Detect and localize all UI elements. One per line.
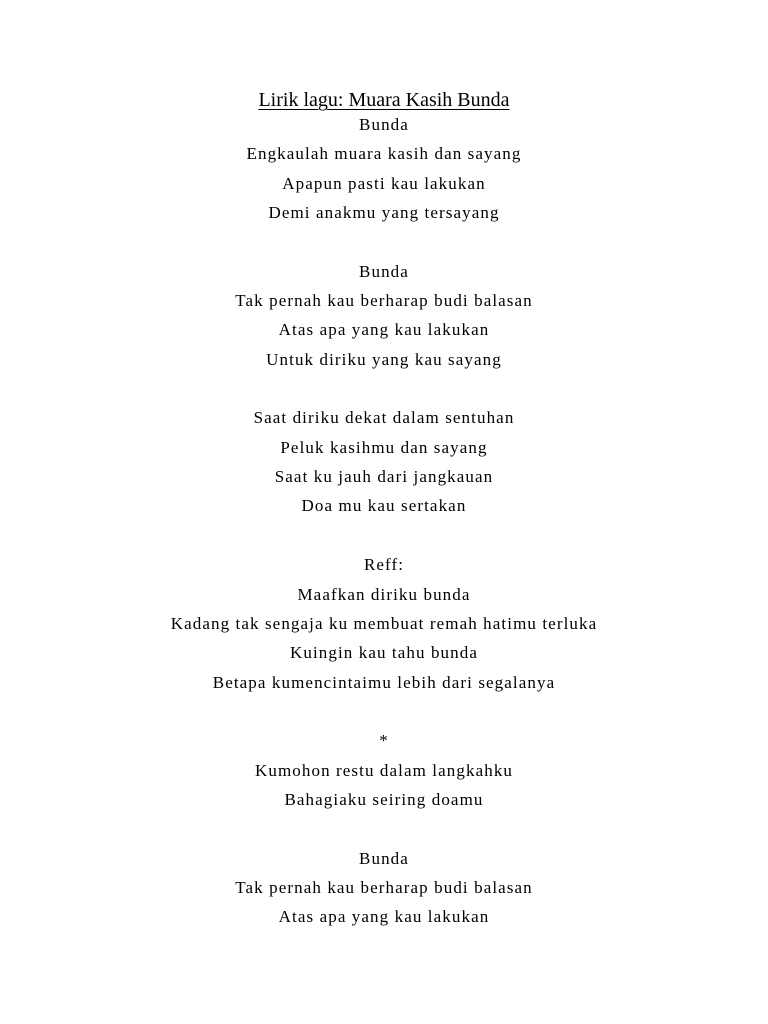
lyric-line: Saat ku jauh dari jangkauan <box>274 467 494 487</box>
lyric-line: Maafkan diriku bunda <box>297 584 471 604</box>
lyric-line: Bunda <box>359 848 409 868</box>
lyric-line: Doa mu kau sertakan <box>301 496 467 516</box>
lyric-line: Kumohon restu dalam langkahku <box>254 760 514 780</box>
stanza-gap <box>0 697 768 726</box>
lyric-line: Atas apa yang kau lakukan <box>278 907 490 927</box>
lyric-line: Apapun pasti kau lakukan <box>282 173 486 193</box>
lyric-line: Untuk diriku yang kau sayang <box>266 349 502 369</box>
lyrics-block <box>0 110 768 932</box>
lyric-line: Tak pernah kau berharap budi balasan <box>235 291 533 311</box>
page-title: Lirik lagu: Muara Kasih Bunda <box>258 89 510 111</box>
lyric-line: Bahagiaku seiring doamu <box>284 789 484 809</box>
section-marker: * <box>379 731 389 751</box>
stanza-gap <box>0 227 768 256</box>
lyric-line: Betapa kumencintaimu lebih dari segalanya <box>212 672 556 692</box>
lyric-line: Engkaulah muara kasih dan sayang <box>246 144 522 164</box>
lyric-line: Tak pernah kau berharap budi balasan <box>235 877 533 897</box>
lyric-line: Bunda <box>359 261 409 281</box>
stanza-gap <box>0 521 768 550</box>
lyric-line: Demi anakmu yang tersayang <box>268 203 500 223</box>
lyric-line: Kadang tak sengaja ku membuat remah hatimu terluka <box>170 613 598 633</box>
lyric-line: Saat diriku dekat dalam sentuhan <box>253 408 515 428</box>
lyric-line: Bunda <box>359 115 409 134</box>
lyric-line: Atas apa yang kau lakukan <box>278 320 490 340</box>
lyric-line: Kuingin kau tahu bunda <box>289 643 479 663</box>
stanza-gap <box>0 814 768 843</box>
section-label: Reff: <box>363 555 405 575</box>
lyric-line: Peluk kasihmu dan sayang <box>280 437 488 457</box>
stanza-gap <box>0 374 768 403</box>
